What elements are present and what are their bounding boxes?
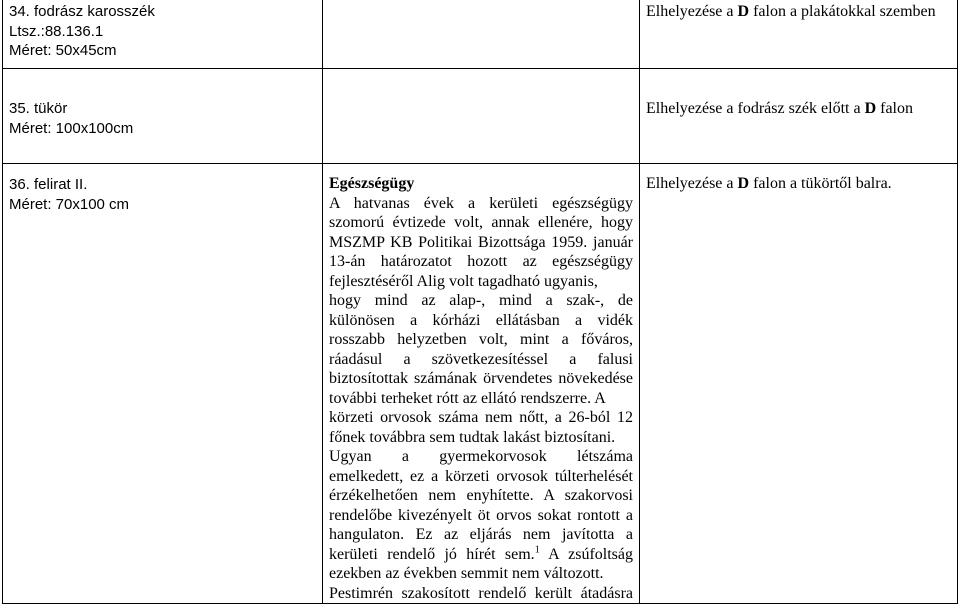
wall-label: D bbox=[737, 3, 750, 20]
item-cell bbox=[3, 69, 323, 164]
text-line: főnek továbbra sem tudtak lakást biztosítani. bbox=[329, 428, 616, 446]
placement-cell: Elhelyezése a D falon a tükörtől balra. bbox=[640, 164, 958, 604]
description-text-continued bbox=[329, 564, 633, 603]
text-line: Pestimrén szakosított rendelő került átadásra bbox=[329, 584, 633, 602]
text-line: különösen a kórházi ellátásban a vidék bbox=[329, 311, 633, 329]
text-line: ezekben az években semmit nem változott. bbox=[329, 565, 604, 582]
text-line: rendelőbe kivezényelt öt orvos sokat rontott a bbox=[329, 506, 633, 524]
table-row bbox=[3, 69, 958, 164]
text-line: A hatvanas évek a kerületi egészségügy bbox=[329, 194, 633, 212]
placement-cell: Elhelyezése a fodrász szék előtt a D falon bbox=[640, 69, 958, 164]
text-line: MSZMP KB Politikai Bizottsága 1959. január bbox=[329, 233, 633, 251]
text-line: Ugyan a gyermekorvosok létszáma bbox=[329, 448, 633, 465]
description-cell bbox=[323, 164, 640, 604]
item-line: 35. tükör bbox=[9, 100, 68, 117]
text-line: szomorú évtizede volt, annak ellenére, hogy bbox=[329, 214, 633, 231]
footnote-marker: 1 bbox=[534, 544, 540, 556]
text-line: körzeti orvosok száma nem nőtt, a 26-ból 12 bbox=[329, 409, 633, 426]
placement-cell: Elhelyezése a D falon a plakátokkal szemben bbox=[640, 0, 958, 69]
description-cell bbox=[323, 69, 640, 164]
text-line: biztosítottak számának örvendetes növekedése bbox=[329, 370, 633, 387]
item-line: Méret: 100x100cm bbox=[9, 119, 134, 137]
table-row bbox=[3, 164, 958, 604]
item-line: 36. felirat II. bbox=[9, 176, 88, 193]
text-line: hangulaton. Ez az eljárás nem javította a bbox=[329, 526, 633, 543]
wall-label: D bbox=[737, 175, 750, 192]
text-line: fejlesztéséről Alig volt tagadható ugyanis, bbox=[329, 272, 598, 290]
item-line: Méret: 70x100 cm bbox=[9, 195, 130, 213]
exhibit-table bbox=[2, 0, 958, 604]
wall-label: D bbox=[864, 100, 877, 117]
text-line: 13-án határozatot hozott az egészségügy bbox=[329, 253, 633, 270]
item-line: 34. fodrász karosszék bbox=[9, 3, 155, 20]
table-row bbox=[3, 0, 958, 69]
section-heading: Egészségügy bbox=[329, 175, 415, 192]
text-line: ráadásul a szövetkezesítéssel a falusi bbox=[329, 350, 633, 368]
description-cell bbox=[323, 0, 640, 69]
item-line: Méret: 50x45cm bbox=[9, 42, 117, 59]
description-text bbox=[329, 194, 633, 545]
text-line: további terheket rótt az ellátó rendszerre. A bbox=[329, 389, 606, 407]
item-cell bbox=[3, 164, 323, 604]
item-cell bbox=[3, 0, 323, 69]
item-line: Ltsz.:88.136.1 bbox=[9, 22, 104, 40]
text-line: kerületi rendelő jó hírét sem.$^1$ A zsúfoltság bbox=[329, 544, 633, 563]
text-line: emelkedett, ez a körzeti orvosok túlterhelését bbox=[329, 467, 633, 485]
text-line: rosszabb helyzetben volt, mint a főváros, bbox=[329, 331, 633, 348]
text-line: hogy mind az alap-, mind a szak-, de bbox=[329, 292, 633, 309]
text-line: érzékelhetően nem enyhítette. A szakorvosi bbox=[329, 487, 633, 504]
